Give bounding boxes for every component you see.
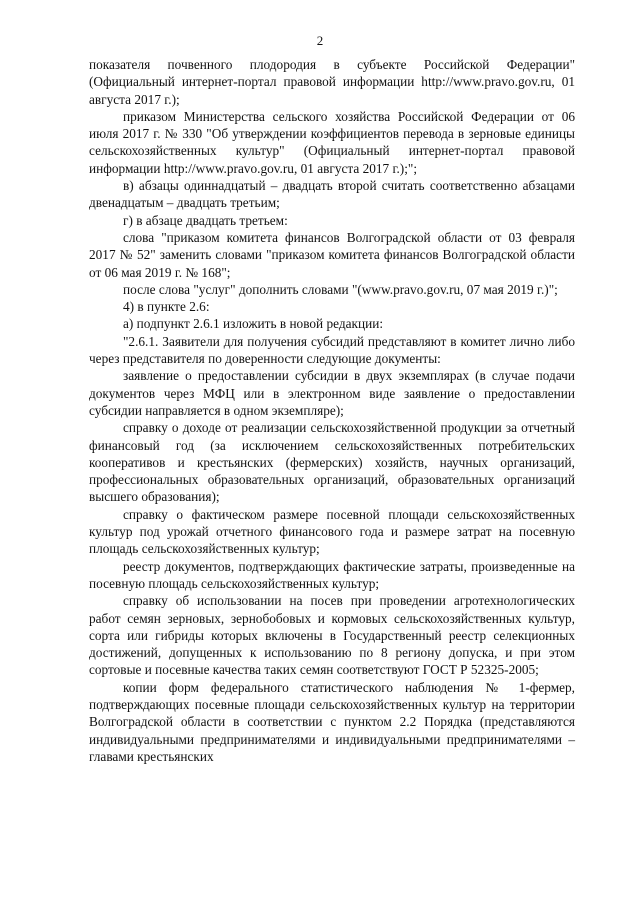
paragraph: слова "приказом комитета финансов Волгоградской области от 03 февраля 2017 № 52" заменить словами "приказом комитета финансов Волгоградской области от 06 мая 2019 г. № 168";	[89, 229, 575, 280]
document-body	[89, 56, 575, 765]
paragraph: в) абзацы одиннадцатый – двадцать второй считать соответственно абзацами двенадцатым – двадцать третьим;	[89, 178, 575, 211]
paragraph: г) в абзаце двадцать третьем:	[123, 212, 288, 228]
paragraph: справку об использовании на посев при проведении агротехнологических работ семян зерновых, зернобобовых и кормовых сельскохозяйственных культур, сорта или гибриды которых включены в Государственный реестр селекционных достижений, допущенных к использованию по 8 региону допуска, и при этом сортовые и посевные качества таких семян соответствуют ГОСТ Р 52325-2005;	[89, 593, 575, 678]
page-number: 2	[316, 33, 324, 48]
paragraph: показателя почвенного плодородия в субъекте Российской Федерации" (Официальный интернет-портал правовой информации http://www.pravo.gov.ru, 01 августа 2017 г.);	[89, 57, 575, 107]
paragraph: приказом Министерства сельского хозяйства Российской Федерации от 06 июля 2017 г. № 330 "Об утверждении коэффициентов перевода в зерновые единицы сельскохозяйственных культур" (Официальный интернет-портал правовой информации http://www.pravo.gov.ru, 01 августа 2017 г.);";	[89, 108, 575, 176]
paragraph: справку о фактическом размере посевной площади сельскохозяйственных культур под урожай отчетного финансового года и размере затрат на посевную площадь сельскохозяйственных культур;	[89, 506, 575, 557]
paragraph: после слова "услуг" дополнить словами "(www.pravo.gov.ru, 07 мая 2019 г.)";	[123, 281, 558, 297]
paragraph: справку о доходе от реализации сельскохозяйственной продукции за отчетный финансовый год (за исключением сельскохозяйственных потребительских кооперативов и крестьянских (фермерских) хозяйств, научных организаций, профессиональных образовательных организаций, образовательных организаций высшего образования);	[89, 420, 575, 505]
paragraph: а) подпункт 2.6.1 изложить в новой редакции:	[123, 316, 384, 332]
paragraph: 4) в пункте 2.6:	[123, 299, 210, 315]
paragraph: копии форм федерального статистического наблюдения № 1-фермер, подтверждающих посевные площади сельскохозяйственных культур на территории Волгоградской области в соответствии с пунктом 2.2 Порядка (представляются индивидуальными предпринимателями и индивидуальными предпринимателями – главами крестьянских	[89, 679, 575, 764]
paragraph: "2.6.1. Заявители для получения субсидий представляют в комитет лично либо через представителя по доверенности следующие документы:	[89, 333, 575, 367]
paragraph: реестр документов, подтверждающих фактические затраты, произведенные на посевную площадь сельскохозяйственных культур;	[89, 558, 575, 591]
paragraph: заявление о предоставлении субсидии в двух экземплярах (в случае подачи документов через МФЦ или в электронном виде заявление о предоставлении субсидии направляется в одном экземпляре);	[89, 368, 575, 418]
